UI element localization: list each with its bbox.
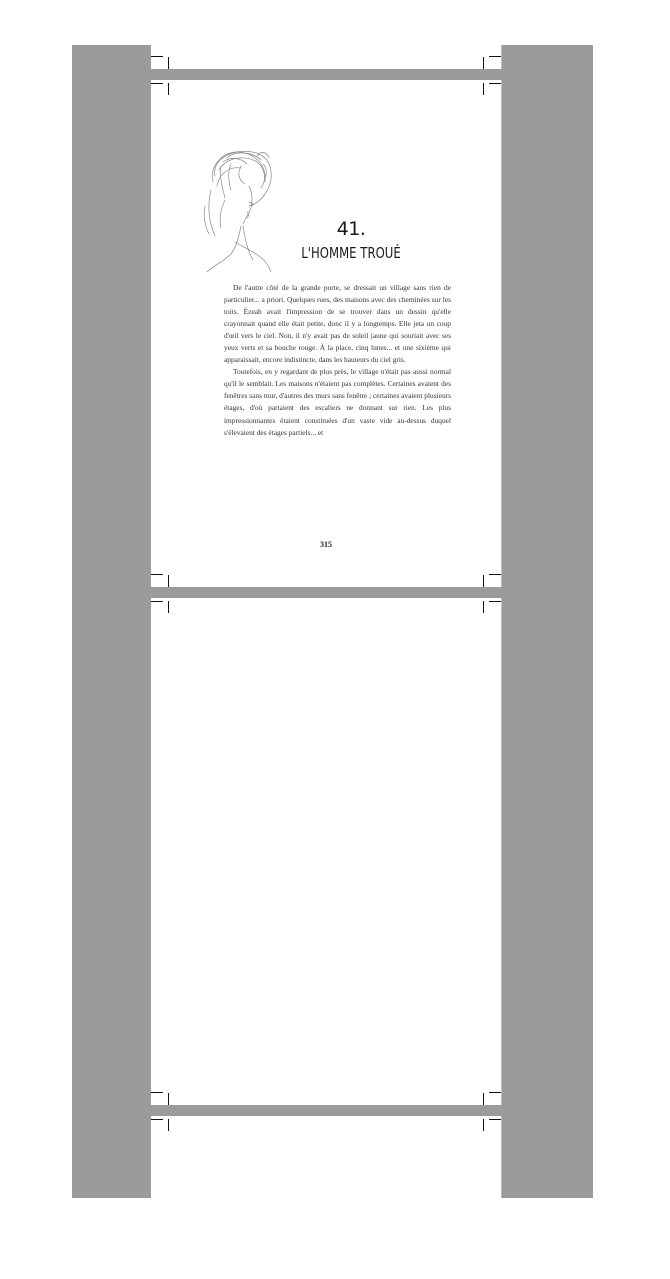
crop-mark-icon [151, 53, 167, 69]
paragraph: Toutefois, en y regardant de plus près, le village n'était pas aussi normal qu'il le semblait. Les maisons n'étaient pas complètes. Certaines avaient des fenêtres sans mur, d'autres des murs sans fenêtre ; certaines avaient plusieurs étages, d'où partaient des escaliers ne donnant sur rien. Les plus impressionnantes étaient constituées d'un vaste vide au-dessus duquel s'élevaient des étages partiels... et [224, 367, 451, 437]
crop-mark-icon [485, 53, 501, 69]
crop-mark-icon [485, 598, 501, 614]
crop-mark-icon [485, 1089, 501, 1105]
crop-mark-icon [151, 80, 167, 96]
page-previous [151, 45, 501, 69]
portrait-sketch-icon [201, 146, 277, 272]
crop-mark-icon [485, 80, 501, 96]
crop-mark-icon [151, 1089, 167, 1105]
crop-mark-icon [151, 1116, 167, 1132]
document-viewer[interactable] [72, 45, 593, 1198]
crop-mark-icon [485, 571, 501, 587]
paragraph: De l'autre côté de la grande porte, se dressait un village sans rien de particulier... a priori. Quelques rues, des maisons avec des cheminées sur les toits. Ézeah avait l'impression de se trouver dans un dessin qu'elle crayonnait quand elle était petite, donc il y a longtemps. Elle jeta un coup d'œil vers le ciel. Non, il n'y avait pas de soleil jaune qui souriait avec ses yeux verts et sa bouche rouge. À la place, cinq lunes... et une sixième qui apparaissait, encore indistincte, dans les hauteurs du ciel gris. [224, 283, 451, 365]
chapter-body [224, 282, 451, 439]
page-number: 315 [320, 540, 332, 549]
chapter-title: L'HOMME TROUÉ [301, 244, 401, 262]
crop-mark-icon [151, 598, 167, 614]
crop-mark-icon [151, 571, 167, 587]
page-blank [151, 598, 501, 1105]
crop-mark-icon [485, 1116, 501, 1132]
page-current [151, 80, 501, 587]
chapter-number: 41. [336, 218, 366, 240]
page-next [151, 1116, 501, 1198]
